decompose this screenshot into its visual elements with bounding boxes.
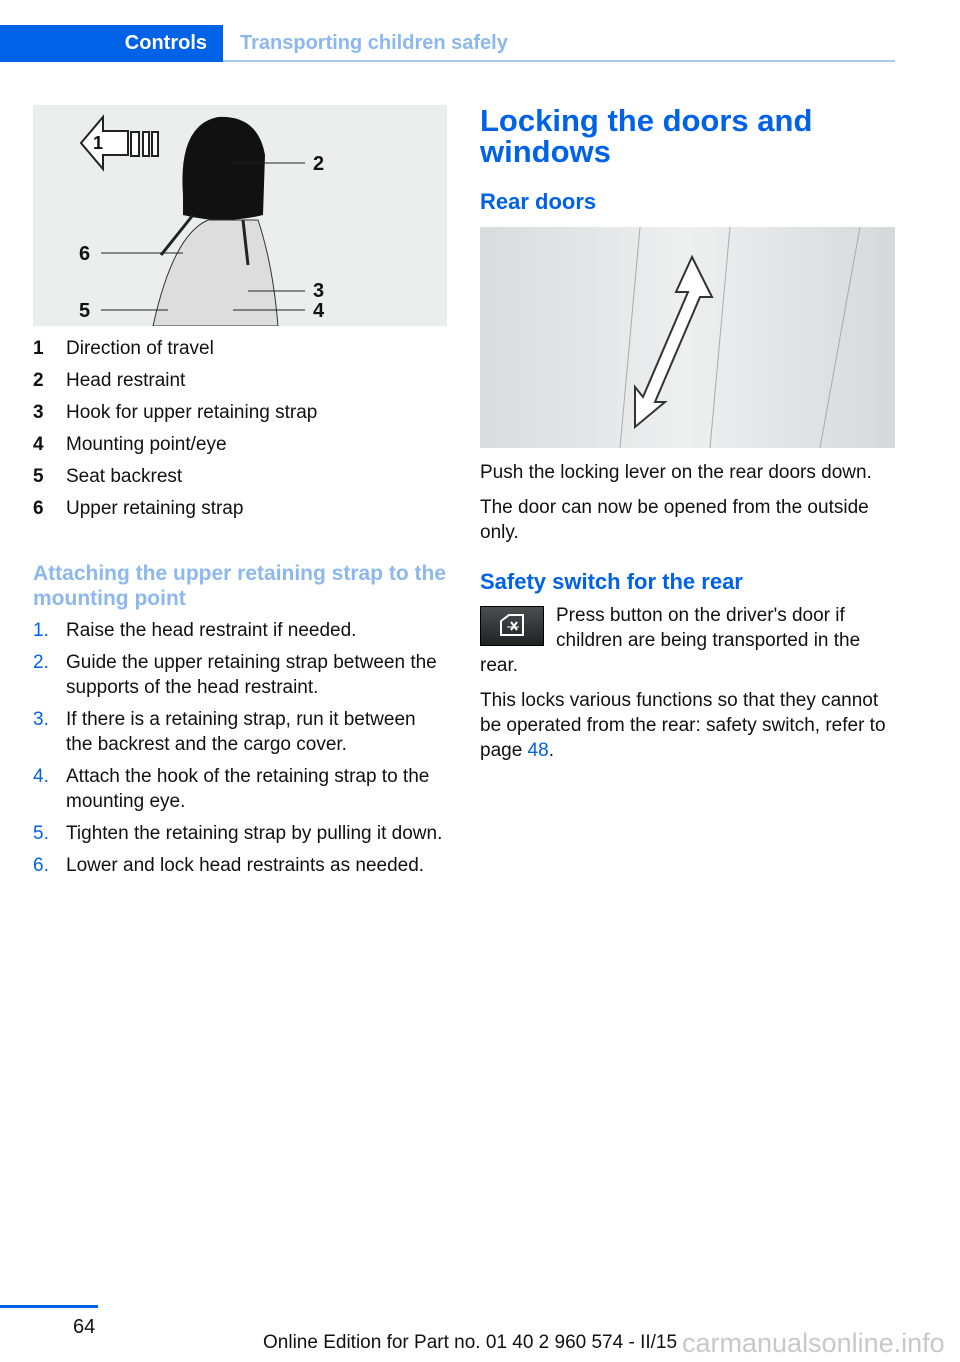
edition-text: Online Edition for Part no. 01 40 2 960 574 - II/15 <box>263 1332 678 1353</box>
legend-item: 5 Seat backrest <box>33 466 183 487</box>
list-item: 1. Raise the head restraint if needed. <box>33 620 357 641</box>
page-number: 64 <box>73 1316 96 1338</box>
callout-5: 5 <box>79 300 91 322</box>
callout-6: 6 <box>79 243 91 265</box>
safety-switch-text-2: This locks various functions so that they cannot be operated from the rear: safety switch, refer to page 48. <box>480 690 886 761</box>
watermark: carmanualsonline.info <box>682 1328 945 1358</box>
section-title: Transporting children safely <box>240 32 508 54</box>
locking-title: Locking the doors and windows <box>480 103 813 169</box>
attach-steps <box>33 618 447 878</box>
rear-doors-heading: Rear doors <box>480 189 597 214</box>
list-item: 3. If there is a retaining strap, run it between the backrest and the cargo cover. <box>33 709 416 755</box>
callout-3: 3 <box>313 280 325 302</box>
legend-item: 2 Head restraint <box>33 370 186 391</box>
callout-2: 2 <box>313 153 325 175</box>
chapter-tab[interactable]: Controls <box>0 25 223 62</box>
page-link[interactable]: 48 <box>527 740 549 761</box>
locking-text-1: Push the locking lever on the rear doors down. <box>480 462 872 483</box>
legend-item: 1 Direction of travel <box>33 338 214 359</box>
list-item: 4. Attach the hook of the retaining strap to the mounting eye. <box>33 766 430 812</box>
window-safety-switch-icon <box>480 606 544 646</box>
callout-1: 1 <box>93 133 104 153</box>
head-restraint-illustration <box>33 105 447 326</box>
rear-door-lock-illustration <box>480 227 895 448</box>
header-rule <box>223 60 895 62</box>
legend-item: 3 Hook for upper retaining strap <box>33 402 318 423</box>
list-item: 2. Guide the upper retaining strap between the supports of the head restraint. <box>33 652 437 698</box>
safety-switch-heading: Safety switch for the rear <box>480 569 743 594</box>
callout-4: 4 <box>313 300 325 322</box>
safety-switch-text: Press button on the driver's door if children are being transported in the rear. <box>480 605 861 676</box>
footer-rule <box>0 1305 98 1308</box>
legend-item: 6 Upper retaining strap <box>33 498 244 519</box>
list-item: 5. Tighten the retaining strap by pulling it down. <box>33 823 443 844</box>
locking-text-2: The door can now be opened from the outside only. <box>480 497 869 543</box>
attach-heading: Attaching the upper retaining strap to the mounting point <box>33 562 447 610</box>
legend-item: 4 Mounting point/eye <box>33 434 227 455</box>
list-item: 6. Lower and lock head restraints as needed. <box>33 855 425 876</box>
